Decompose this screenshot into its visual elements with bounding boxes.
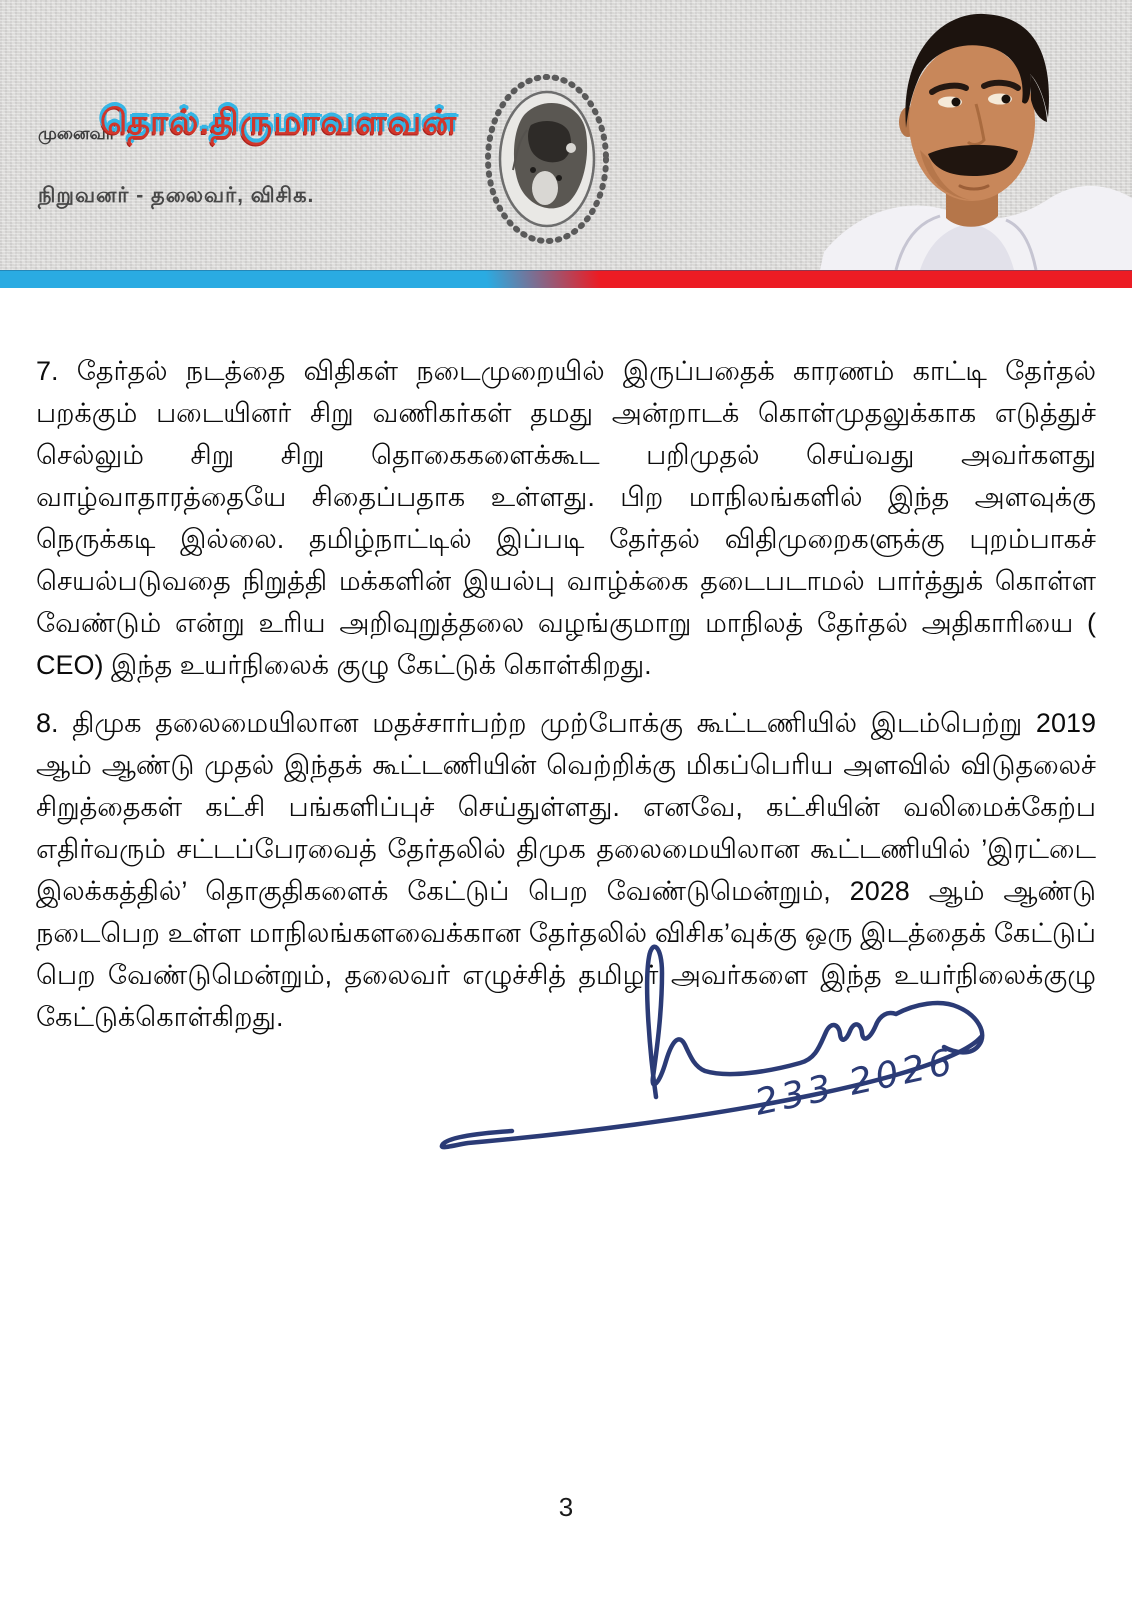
paragraph-7: 7. தேர்தல் நடத்தை விதிகள் நடைமுறையில் இருப்பதைக் காரணம் காட்டி தேர்தல் பறக்கும் படையினர் சிறு வணிகர்கள் தமது அன்றாடக் கொள்முதலுக்காக எடுத்துச் செல்லும் சிறு சிறு தொகைகளைக்கூட பறிமுதல் செய்வது அவர்களது வாழ்வாதாரத்தையே சிதைப்பதாக உள்ளது. பிற மாநிலங்களில் இந்த அளவுக்கு நெருக்கடி இல்லை. தமிழ்நாட்டில் இப்படி தேர்தல் விதிமுறைகளுக்கு புறம்பாகச் செயல்படுவதை நிறுத்தி மக்களின் இயல்பு வாழ்க்கை தடைபடாமல் பார்த்துக் கொள்ள வேண்டும் என்று உரிய அறிவுறுத்தலை வழங்குமாறு மாநிலத் தேர்தல் அதிகாரியை ( CEO) இந்த உயர்நிலைக் குழு கேட்டுக் கொள்கிறது. xyxy=(36,356,1096,680)
party-seal-icon xyxy=(483,70,611,248)
paragraph-8: 8. திமுக தலைமையிலான மதச்சார்பற்ற முற்போக்கு கூட்டணியில் இடம்பெற்று 2019 ஆம் ஆண்டு முதல் இந்தக் கூட்டணியின் வெற்றிக்கு மிகப்பெரிய அளவில் விடுதலைச் சிறுத்தைகள் கட்சி பங்களிப்புச் செய்துள்ளது. எனவே, கட்சியின் வலிமைக்கேற்ப எதிர்வரும் சட்டப்பேரவைத் தேர்தலில் திமுக தலைமையிலான கூட்டணியில் ’இரட்டை இலக்கத்தில்’ தொகுதிகளைக் கேட்டுப் பெற வேண்டுமென்றும், 2028 ஆம் ஆண்டு நடைபெற உள்ள மாநிலங்களவைக்கான தேர்தலில் விசிக’வுக்கு ஒரு இடத்தைக் கேட்டுப் பெற வேண்டுமென்றும், தலைவர் எழுச்சித் தமிழர் அவர்களை இந்த உயர்நிலைக்குழு கேட்டுக்கொள்கிறது. xyxy=(36,708,1096,1032)
letterhead-banner xyxy=(0,0,1132,270)
leader-photo xyxy=(800,0,1132,270)
leader-title-prefix: முனைவர் xyxy=(38,124,115,143)
page-number: 3 xyxy=(558,1492,574,1522)
leader-designation: நிறுவனர் - தலைவர், விசிக. xyxy=(38,184,315,207)
signature-block xyxy=(428,915,1008,1170)
leader-name: தொல்.திருமாவளவன் xyxy=(100,103,458,142)
signature-date: 233 2026 xyxy=(751,1041,960,1124)
header-stripe xyxy=(0,270,1132,288)
